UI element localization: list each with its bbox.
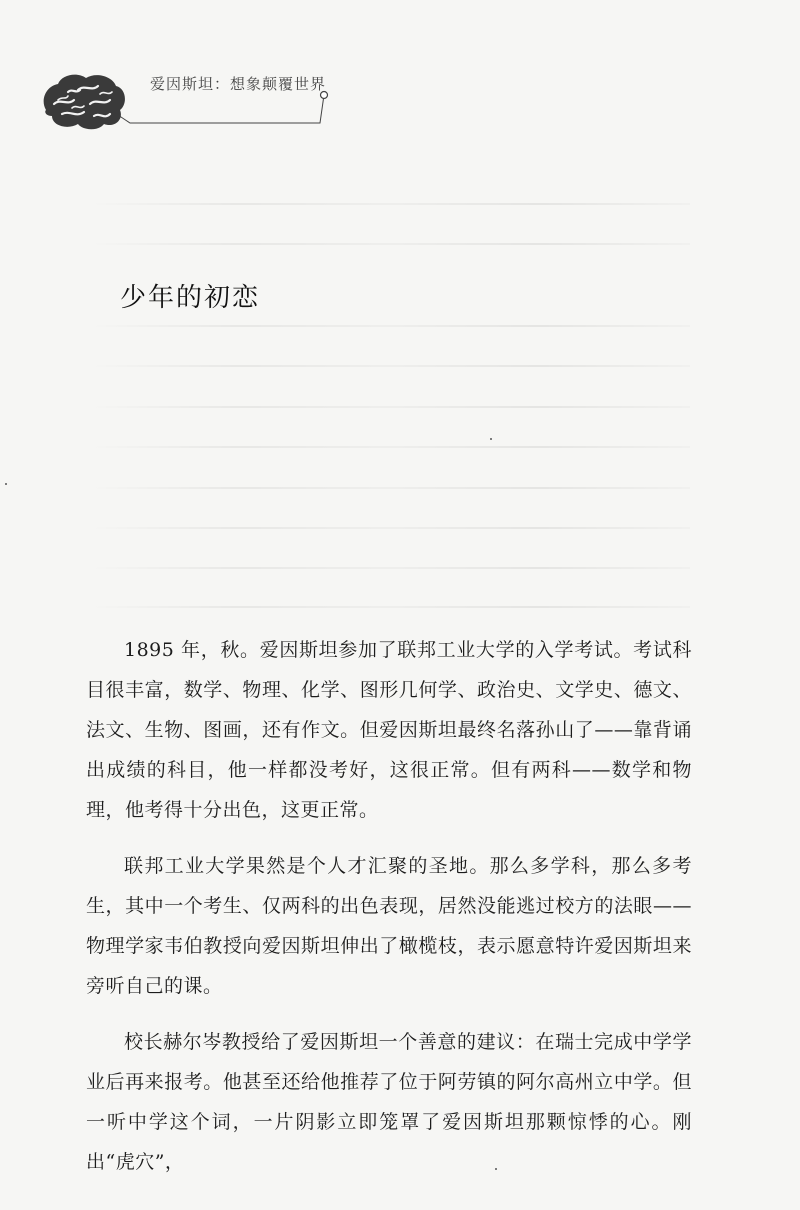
section-title: 少年的初恋	[120, 283, 261, 313]
bleed-through-line	[90, 203, 690, 205]
paragraph: 联邦工业大学果然是个人才汇聚的圣地。那么多学科，那么多考生，其中一个考生、仅两科的出色表现，居然没能逃过校方的法眼——物理学家韦伯教授向爱因斯坦伸出了橄榄枝，表示愿意特许爱因斯坦来旁听自己的课。	[86, 855, 692, 997]
bleed-through-line	[90, 446, 690, 448]
paper-speck	[495, 1168, 497, 1170]
bleed-through-line	[90, 325, 690, 327]
page-header	[30, 55, 350, 135]
bleed-through-line	[90, 243, 690, 245]
body-text	[86, 630, 692, 1198]
paragraph: 校长赫尔岑教授给了爱因斯坦一个善意的建议：在瑞士完成中学学业后再来报考。他甚至还给他推荐了位于阿劳镇的阿尔高州立中学。但一听中学这个词，一片阴影立即笼罩了爱因斯坦那颗惊悸的心。刚出“虎穴”，	[86, 1031, 692, 1173]
bleed-through-line	[90, 487, 690, 489]
bleed-through-line	[90, 606, 690, 608]
paragraph: 1895 年，秋。爱因斯坦参加了联邦工业大学的入学考试。考试科目很丰富，数学、物理、化学、图形几何学、政治史、文学史、德文、法文、生物、图画，还有作文。但爱因斯坦最终名落孙山了——靠背诵出成绩的科目，他一样都没考好，这很正常。但有两科——数学和物理，他考得十分出色，这更正常。	[86, 639, 692, 821]
bleed-through-line	[90, 567, 690, 569]
paper-speck	[490, 438, 492, 440]
bleed-through-line	[90, 406, 690, 408]
brain-icon	[38, 70, 128, 132]
bleed-through-line	[90, 365, 690, 367]
paper-speck	[5, 483, 7, 485]
bleed-through-line	[90, 527, 690, 529]
running-title: 爱因斯坦：想象颠覆世界	[150, 75, 327, 93]
